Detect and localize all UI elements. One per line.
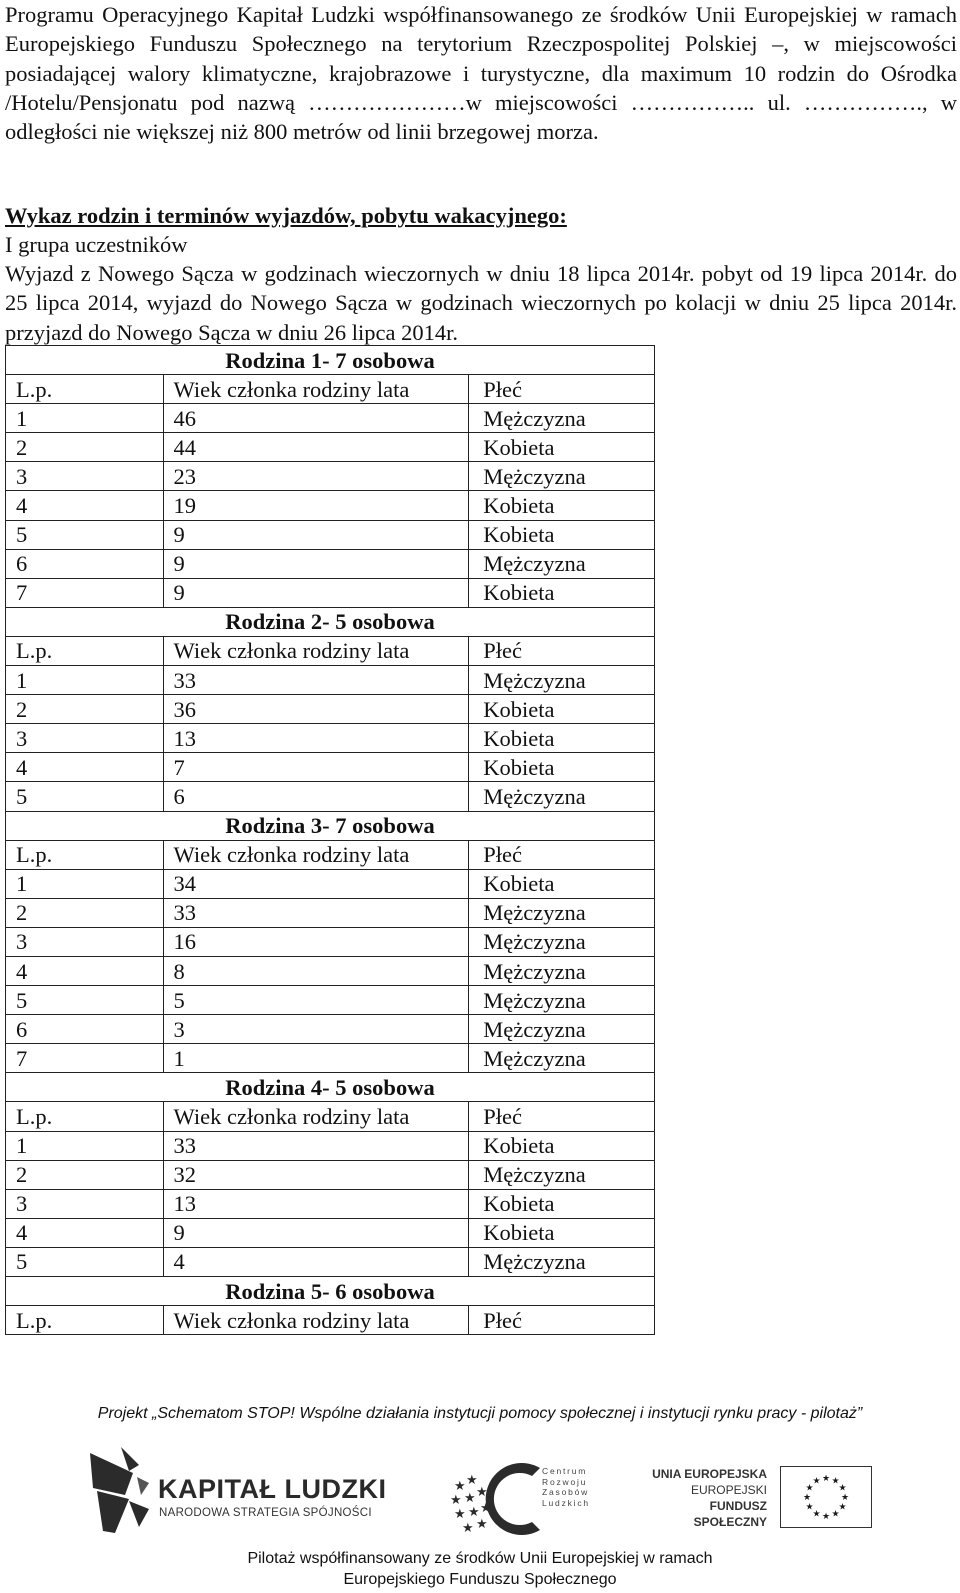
member-lp: 3	[6, 462, 164, 491]
member-gender: Mężczyzna	[469, 549, 655, 578]
eu-star-icon: ★	[838, 1483, 847, 1494]
member-lp: 1	[6, 666, 164, 695]
eu-line: EUROPEJSKI	[690, 1483, 767, 1497]
eu-logo-text	[645, 1466, 767, 1530]
member-lp: 7	[6, 578, 164, 607]
column-header-row	[6, 636, 655, 665]
member-gender: Kobieta	[469, 1189, 655, 1218]
column-header: L.p.	[6, 1102, 164, 1131]
table-row	[6, 549, 655, 578]
table-row	[6, 927, 655, 956]
member-lp: 2	[6, 898, 164, 927]
member-age: 33	[163, 666, 469, 695]
crzl-line: Ludzkich	[542, 1497, 590, 1508]
table-row	[6, 869, 655, 898]
member-age: 1	[163, 1044, 469, 1073]
table-row	[6, 666, 655, 695]
table-row	[6, 404, 655, 433]
column-header: Wiek członka rodziny lata	[163, 1306, 469, 1335]
eu-star-icon: ★	[831, 1509, 840, 1520]
table-row	[6, 578, 655, 607]
member-age: 23	[163, 462, 469, 491]
svg-text:★: ★	[464, 1491, 476, 1506]
family-title-row	[6, 607, 655, 636]
member-age: 33	[163, 898, 469, 927]
cofinancing-line: Pilotaż współfinansowany ze środków Unii Europejskiej w ramach	[247, 1550, 713, 1567]
table-row	[6, 1160, 655, 1189]
table-row	[6, 491, 655, 520]
member-gender: Kobieta	[469, 578, 655, 607]
column-header: L.p.	[6, 375, 164, 404]
table-row	[6, 898, 655, 927]
crzl-stars-icon	[446, 1454, 546, 1544]
table-row	[6, 782, 655, 811]
member-lp: 1	[6, 404, 164, 433]
table-row	[6, 1218, 655, 1247]
kapital-ludzki-star-icon	[85, 1443, 155, 1535]
intro-paragraph	[5, 0, 957, 146]
member-lp: 3	[6, 927, 164, 956]
family-title: Rodzina 1- 7 osobowa	[6, 346, 655, 375]
table-row	[6, 1247, 655, 1276]
member-age: 4	[163, 1247, 469, 1276]
member-age: 5	[163, 986, 469, 1015]
eu-star-icon: ★	[838, 1502, 847, 1513]
families-table-body	[6, 346, 655, 1335]
member-age: 34	[163, 869, 469, 898]
table-row	[6, 520, 655, 549]
table-row	[6, 1189, 655, 1218]
families-table	[5, 345, 655, 1335]
column-header-row	[6, 1102, 655, 1131]
eu-star-icon: ★	[821, 1474, 831, 1484]
member-age: 9	[163, 578, 469, 607]
member-gender: Mężczyzna	[469, 927, 655, 956]
eu-star-icon: ★	[831, 1476, 840, 1487]
member-age: 44	[163, 433, 469, 462]
member-lp: 4	[6, 956, 164, 985]
member-lp: 1	[6, 869, 164, 898]
svg-text:★: ★	[454, 1507, 466, 1522]
member-gender: Kobieta	[469, 491, 655, 520]
column-header: L.p.	[6, 636, 164, 665]
svg-text:★: ★	[480, 1501, 492, 1516]
member-gender: Kobieta	[469, 753, 655, 782]
member-age: 8	[163, 956, 469, 985]
cofinancing-line: Europejskiego Funduszu Społecznego	[343, 1571, 617, 1588]
eu-logo	[645, 1466, 885, 1536]
table-row	[6, 695, 655, 724]
column-header-row	[6, 1306, 655, 1335]
member-gender: Kobieta	[469, 869, 655, 898]
crzl-line: Zasobów	[542, 1487, 590, 1497]
member-lp: 3	[6, 1189, 164, 1218]
svg-text:★: ★	[454, 1479, 466, 1494]
svg-text:★: ★	[476, 1485, 488, 1500]
crzl-logo-text	[542, 1466, 590, 1508]
member-lp: 6	[6, 1015, 164, 1044]
eu-star-icon: ★	[805, 1483, 814, 1494]
svg-text:★: ★	[476, 1517, 488, 1532]
eu-line: FUNDUSZ SPOŁECZNY	[693, 1499, 767, 1529]
crzl-line: Rozwoju	[542, 1476, 588, 1487]
column-header: L.p.	[6, 1306, 164, 1335]
eu-star-icon: ★	[812, 1476, 821, 1487]
member-gender: Mężczyzna	[469, 1247, 655, 1276]
member-lp: 4	[6, 1218, 164, 1247]
family-title-row	[6, 1073, 655, 1102]
member-age: 36	[163, 695, 469, 724]
column-header: Płeć	[469, 1102, 655, 1131]
footer-project-line: Projekt „Schematom STOP! Wspólne działania instytucji pomocy społecznej i instytucji rynku pracy - pilotaż”	[97, 1405, 863, 1422]
member-age: 3	[163, 1015, 469, 1044]
table-row	[6, 462, 655, 491]
table-row	[6, 433, 655, 462]
member-lp: 5	[6, 986, 164, 1015]
member-lp: 2	[6, 433, 164, 462]
member-gender: Mężczyzna	[469, 404, 655, 433]
member-age: 13	[163, 1189, 469, 1218]
member-age: 13	[163, 724, 469, 753]
kapital-ludzki-logo	[80, 1441, 400, 1541]
svg-text:★: ★	[468, 1505, 480, 1520]
member-gender: Kobieta	[469, 724, 655, 753]
member-gender: Mężczyzna	[469, 956, 655, 985]
member-age: 9	[163, 549, 469, 578]
kapital-ludzki-title: KAPITAŁ LUDZKI	[158, 1474, 387, 1504]
section-heading: Wykaz rodzin i terminów wyjazdów, pobytu wakacyjnego:	[5, 203, 567, 228]
member-gender: Mężczyzna	[469, 1044, 655, 1073]
column-header: Wiek członka rodziny lata	[163, 840, 469, 869]
column-header: Wiek członka rodziny lata	[163, 636, 469, 665]
eu-star-icon: ★	[805, 1502, 814, 1513]
member-lp: 5	[6, 520, 164, 549]
member-gender: Kobieta	[469, 1218, 655, 1247]
member-gender: Kobieta	[469, 520, 655, 549]
member-age: 6	[163, 782, 469, 811]
member-lp: 5	[6, 782, 164, 811]
eu-flag-icon	[780, 1466, 872, 1528]
member-gender: Mężczyzna	[469, 986, 655, 1015]
member-lp: 6	[6, 549, 164, 578]
member-gender: Mężczyzna	[469, 462, 655, 491]
member-gender: Kobieta	[469, 695, 655, 724]
member-lp: 7	[6, 1044, 164, 1073]
svg-text:★: ★	[462, 1521, 474, 1536]
family-title-row	[6, 811, 655, 840]
member-gender: Mężczyzna	[469, 1015, 655, 1044]
member-lp: 2	[6, 1160, 164, 1189]
column-header: Płeć	[469, 1306, 655, 1335]
eu-star-icon: ★	[821, 1512, 831, 1522]
member-gender: Mężczyzna	[469, 1160, 655, 1189]
group-label: I grupa uczestników	[5, 232, 188, 257]
member-age: 7	[163, 753, 469, 782]
member-lp: 3	[6, 724, 164, 753]
intro-text: Programu Operacyjnego Kapitał Ludzki współfinansowanego ze środków Unii Europejskiej w ramach Europejskiego Funduszu Społecznego na terytorium Rzeczpospolitej Polskiej –, w miejscowości posiadającej walory klimatyczne, krajobrazowe i turystyczne, dla maximum 10 rodzin do Ośrodka /Hotelu/Pensjonatu pod nazwą …………………w miejscowości …………….. ul. ……………., w odległości nie większej niż 800 metrów od linii brzegowej morza.	[5, 2, 957, 145]
member-lp: 2	[6, 695, 164, 724]
family-title: Rodzina 5- 6 osobowa	[6, 1277, 655, 1306]
family-title-row	[6, 346, 655, 375]
family-title: Rodzina 2- 5 osobowa	[6, 607, 655, 636]
svg-text:★: ★	[466, 1473, 478, 1488]
kapital-ludzki-subtitle: NARODOWA STRATEGIA SPÓJNOŚCI	[159, 1507, 372, 1519]
column-header: Płeć	[469, 636, 655, 665]
column-header: Wiek członka rodziny lata	[163, 375, 469, 404]
table-row	[6, 986, 655, 1015]
member-age: 33	[163, 1131, 469, 1160]
member-lp: 1	[6, 1131, 164, 1160]
member-age: 9	[163, 520, 469, 549]
table-row	[6, 753, 655, 782]
member-age: 46	[163, 404, 469, 433]
eu-star-icon: ★	[802, 1493, 812, 1503]
member-gender: Mężczyzna	[469, 898, 655, 927]
crzl-logo	[446, 1454, 590, 1544]
member-lp: 4	[6, 491, 164, 520]
column-header-row	[6, 840, 655, 869]
member-gender: Mężczyzna	[469, 782, 655, 811]
family-title-row	[6, 1277, 655, 1306]
column-header-row	[6, 375, 655, 404]
crzl-line: Centrum	[542, 1466, 588, 1476]
travel-info: Wyjazd z Nowego Sącza w godzinach wieczornych w dniu 18 lipca 2014r. pobyt od 19 lipca 2014r. do 25 lipca 2014, wyjazd do Nowego Sącza w godzinach wieczornych po kolacji w dniu 25 lipca 2014r. przyjazd do Nowego Sącza w dniu 26 lipca 2014r.	[5, 261, 957, 345]
table-row	[6, 1044, 655, 1073]
eu-line: UNIA EUROPEJSKA	[652, 1467, 767, 1481]
eu-star-icon: ★	[812, 1509, 821, 1520]
column-header: Wiek członka rodziny lata	[163, 1102, 469, 1131]
eu-star-icon: ★	[840, 1493, 850, 1503]
member-gender: Kobieta	[469, 433, 655, 462]
table-row	[6, 1015, 655, 1044]
member-gender: Mężczyzna	[469, 666, 655, 695]
member-lp: 4	[6, 753, 164, 782]
member-lp: 5	[6, 1247, 164, 1276]
footer-cofinancing	[0, 1548, 960, 1590]
table-row	[6, 724, 655, 753]
column-header: Płeć	[469, 840, 655, 869]
member-age: 9	[163, 1218, 469, 1247]
member-gender: Kobieta	[469, 1131, 655, 1160]
member-age: 16	[163, 927, 469, 956]
svg-text:★: ★	[450, 1493, 462, 1508]
column-header: L.p.	[6, 840, 164, 869]
family-title: Rodzina 4- 5 osobowa	[6, 1073, 655, 1102]
member-age: 19	[163, 491, 469, 520]
column-header: Płeć	[469, 375, 655, 404]
table-row	[6, 1131, 655, 1160]
family-title: Rodzina 3- 7 osobowa	[6, 811, 655, 840]
table-row	[6, 956, 655, 985]
member-age: 32	[163, 1160, 469, 1189]
